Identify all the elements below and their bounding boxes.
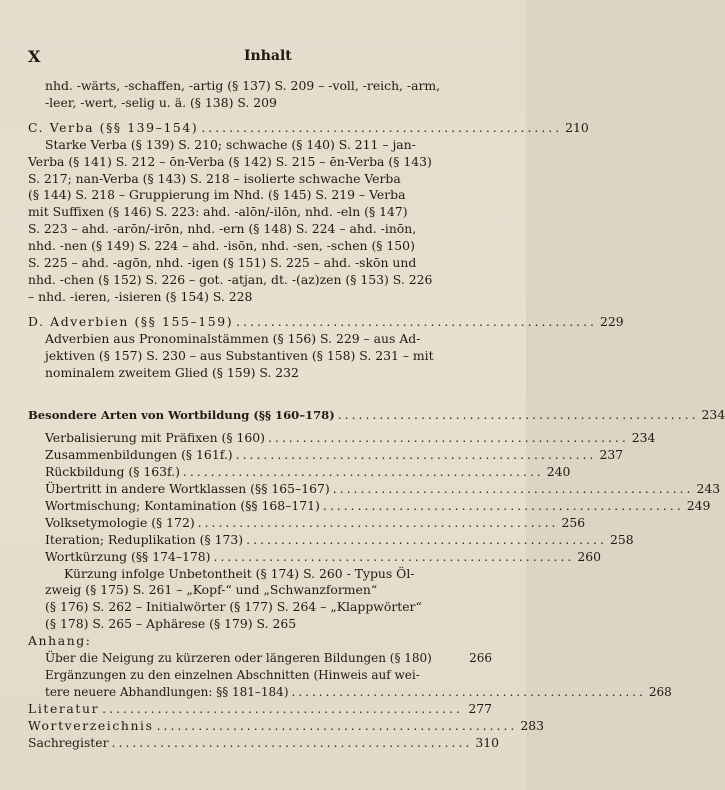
toc-page-number: 283 bbox=[520, 717, 545, 733]
leader-dots: .................................................... bbox=[156, 717, 518, 733]
leader-dots: .................................................... bbox=[332, 481, 694, 497]
leader-dots: .................................................... bbox=[111, 734, 473, 750]
toc-text-line: -leer, -wert, -selig u. ä. (§ 138) S. 209 bbox=[45, 94, 277, 110]
toc-text-line: (§ 178) S. 265 – Aphärese (§ 179) S. 265 bbox=[45, 616, 297, 632]
toc-entry-verba bbox=[28, 119, 589, 137]
toc-heading-anhang: Anhang: bbox=[28, 633, 92, 649]
toc-entry-label: Iteration; Reduplikation (§ 173) bbox=[45, 531, 244, 547]
toc-page-number: 268 bbox=[648, 684, 672, 699]
toc-entry-sachregister bbox=[28, 734, 500, 752]
toc-text-line: Verba (§ 141) S. 212 – ōn-Verba (§ 142) S. 215 – ēn-Verba (§ 143) bbox=[28, 153, 432, 169]
toc-text-line: nominalem zweitem Glied (§ 159) S. 232 bbox=[45, 364, 299, 380]
toc-text-line: S. 217; nan-Verba (§ 143) S. 218 – isolierte schwache Verba bbox=[28, 170, 401, 186]
toc-page-number: 266 bbox=[469, 651, 492, 666]
toc-entry-label: Verbalisierung mit Präfixen (§ 160) bbox=[45, 430, 265, 446]
toc-entry bbox=[28, 548, 601, 566]
toc-text-line: mit Suffixen (§ 146) S. 223: ahd. -alōn/-ilōn, nhd. -eln (§ 147) bbox=[28, 204, 408, 220]
toc-entry-label: Sachregister bbox=[28, 734, 109, 750]
leader-dots: .................................................... bbox=[236, 313, 597, 329]
running-header-title: Inhalt bbox=[244, 48, 292, 64]
toc-entry-label: Volksetymologie (§ 172) bbox=[45, 514, 195, 530]
toc-entry-label: Zusammenbildungen (§ 161f.) bbox=[45, 447, 233, 463]
leader-dots: .................................................... bbox=[213, 548, 575, 564]
toc-text-line: jektiven (§ 157) S. 230 – aus Substantiven (§ 158) S. 231 – mit bbox=[45, 347, 434, 363]
leader-dots: .................................................... bbox=[197, 514, 559, 530]
toc-page-number: 243 bbox=[696, 481, 721, 497]
toc-entry-label: Rückbildung (§ 163f.) bbox=[45, 464, 180, 480]
toc-entry bbox=[28, 497, 711, 515]
toc-entry-wortverzeichnis bbox=[28, 717, 545, 735]
toc-entry-label: D. Adverbien (§§ 155–159) bbox=[28, 313, 234, 329]
toc-text-line: Ergänzungen zu den einzelnen Abschnitten (Hinweis auf wei- bbox=[45, 668, 420, 682]
toc-entry bbox=[28, 464, 571, 481]
toc-text-line: Starke Verba (§ 139) S. 210; schwache (§ 140) S. 211 – jan- bbox=[45, 136, 416, 152]
leader-dots: .................................................... bbox=[235, 447, 597, 463]
toc-text-line: zweig (§ 175) S. 261 – „Kopf-“ und „Schwanzformen“ bbox=[45, 582, 378, 598]
toc-entry-literatur bbox=[28, 701, 492, 718]
toc-text-line: nhd. -wärts, -schaffen, -artig (§ 137) S. 209 – -voll, -reich, -arm, bbox=[45, 78, 441, 93]
toc-entry bbox=[28, 447, 624, 464]
toc-page-number: 229 bbox=[599, 313, 624, 329]
toc-entry-label: Literatur bbox=[28, 700, 100, 716]
toc-entry bbox=[28, 650, 492, 667]
toc-page-number: 237 bbox=[599, 447, 624, 463]
toc-entry-label: tere neuere Abhandlungen: §§ 181–184) bbox=[45, 684, 289, 699]
toc-text-line: S. 223 – ahd. -arōn/-irōn, nhd. -ern (§ 148) S. 224 – ahd. -inōn, bbox=[28, 221, 417, 237]
toc-entry bbox=[28, 514, 586, 532]
toc-page-number: 240 bbox=[546, 464, 571, 480]
toc-entry bbox=[28, 684, 672, 701]
toc-page-number: 249 bbox=[686, 497, 711, 513]
toc-entry-label: Übertritt in andere Wortklassen (§§ 165–167) bbox=[45, 481, 330, 497]
leader-dots: .................................................... bbox=[291, 684, 646, 699]
toc-page-number: 258 bbox=[609, 531, 634, 547]
toc-entry-label: Wortkürzung (§§ 174–178) bbox=[45, 548, 211, 564]
toc-page-number: 256 bbox=[561, 514, 586, 530]
toc-entry-adverbien bbox=[28, 313, 624, 331]
leader-dots: .................................................... bbox=[102, 700, 463, 716]
toc-entry-besondere-arten bbox=[28, 407, 725, 424]
toc-page-number: 210 bbox=[565, 119, 589, 135]
toc-text-line: S. 225 – ahd. -agōn, nhd. -igen (§ 151) S. 225 – ahd. -skōn und bbox=[28, 255, 417, 271]
toc-entry-label: Über die Neigung zu kürzeren oder längeren Bildungen (§ 180) bbox=[45, 651, 432, 666]
toc-entry bbox=[28, 531, 634, 549]
toc-page-number: 277 bbox=[468, 700, 492, 716]
page-marker: X bbox=[28, 47, 41, 66]
toc-text-line: Adverbien aus Pronominalstämmen (§ 156) S. 229 – aus Ad- bbox=[45, 330, 421, 346]
toc-page-number: 260 bbox=[577, 548, 601, 564]
leader-dots: .................................................... bbox=[267, 430, 629, 446]
toc-entry-label: Besondere Arten von Wortbildung (§§ 160–178) bbox=[28, 408, 335, 423]
toc-body bbox=[28, 78, 725, 752]
leader-dots: .................................................... bbox=[246, 531, 607, 547]
toc-text-line: – nhd. -ieren, -isieren (§ 154) S. 228 bbox=[28, 288, 253, 304]
toc-entry bbox=[28, 430, 656, 447]
toc-entry-label: Wortmischung; Kontamination (§§ 168–171) bbox=[45, 497, 320, 513]
toc-entry-label: Wortverzeichnis bbox=[28, 717, 154, 733]
toc-entry bbox=[28, 481, 721, 498]
toc-text-line: nhd. -nen (§ 149) S. 224 – ahd. -isōn, nhd. -sen, -schen (§ 150) bbox=[28, 238, 415, 254]
toc-text-line: Kürzung infolge Unbetontheit (§ 174) S. 260 - Typus Öl- bbox=[64, 565, 415, 581]
leader-dots: .................................................... bbox=[322, 497, 684, 513]
toc-page-number: 234 bbox=[631, 430, 656, 446]
leader-dots: .................................................... bbox=[337, 407, 699, 423]
toc-page-number: 310 bbox=[475, 734, 500, 750]
toc-text-line: nhd. -chen (§ 152) S. 226 – got. -atjan, dt. -(az)zen (§ 153) S. 226 bbox=[28, 271, 433, 287]
leader-dots: .................................................... bbox=[201, 119, 563, 135]
toc-text-line: (§ 176) S. 262 – Initialwörter (§ 177) S. 264 – „Klappwörter“ bbox=[45, 599, 422, 615]
toc-entry-label: C. Verba (§§ 139–154) bbox=[28, 119, 199, 135]
toc-text-line: (§ 144) S. 218 – Gruppierung im Nhd. (§ 145) S. 219 – Verba bbox=[28, 187, 406, 203]
leader-dots: .................................................... bbox=[182, 464, 544, 480]
toc-page-number: 234 bbox=[701, 407, 725, 423]
